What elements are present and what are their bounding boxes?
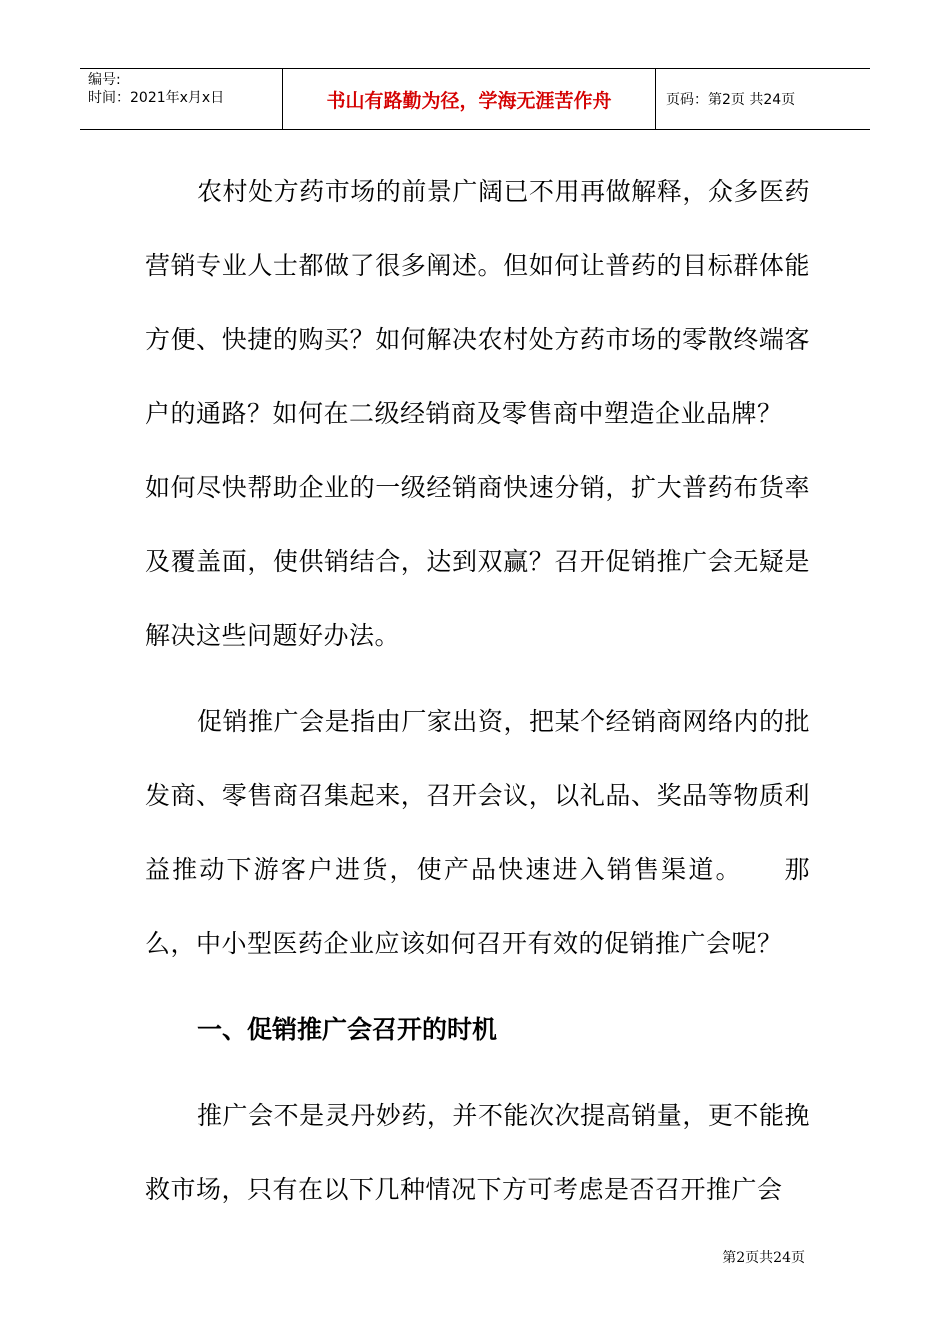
document-body [145,155,810,1227]
footer-page-number: 第2页共24页 [722,1250,805,1266]
body-paragraph: 农村处方药市场的前景广阔已不用再做解释，众多医药营销专业人士都做了很多阐述。但如何让普药的目标群体能方便、快捷的购买？如何解决农村处方药市场的零散终端客户的通路？如何在二级经销商及零售商中塑造企业品牌？ [145,177,810,428]
document-date: 时间：2021年x月x日 [88,90,225,106]
page-footer [0,1247,805,1267]
header-meta [80,69,282,129]
body-paragraph: 如何尽快帮助企业的一级经销商快速分销，扩大普药布货率及覆盖面，使供销结合，达到双赢？召开促销推广会无疑是解决这些问题好办法。 [145,473,810,650]
page-header [80,68,870,130]
header-motto [282,69,656,129]
body-paragraph: 促销推广会是指由厂家出资，把某个经销商网络内的批发商、零售商召集起来，召开会议，以礼品、奖品等物质利益推动下游客户进货，使产品快速进入销售渠道。 那么，中小型医药企业应该如何召开有效的促销推广会呢？ [145,707,810,958]
section-heading: 一、促销推广会召开的时机 [197,1015,498,1044]
body-paragraph: 推广会不是灵丹妙药，并不能次次提高销量，更不能挽救市场，只有在以下几种情况下方可考虑是否召开推广会 [145,1101,810,1204]
document-number-label: 编号: [88,72,121,88]
paragraph-gap [145,1067,810,1079]
paragraph-gap [145,673,810,685]
paragraph-gap [145,981,810,993]
motto-text: 书山有路勤为径，学海无涯苦作舟 [326,89,612,112]
header-page-info [656,69,870,129]
header-page-number: 页码：第2页 共24页 [666,92,796,108]
